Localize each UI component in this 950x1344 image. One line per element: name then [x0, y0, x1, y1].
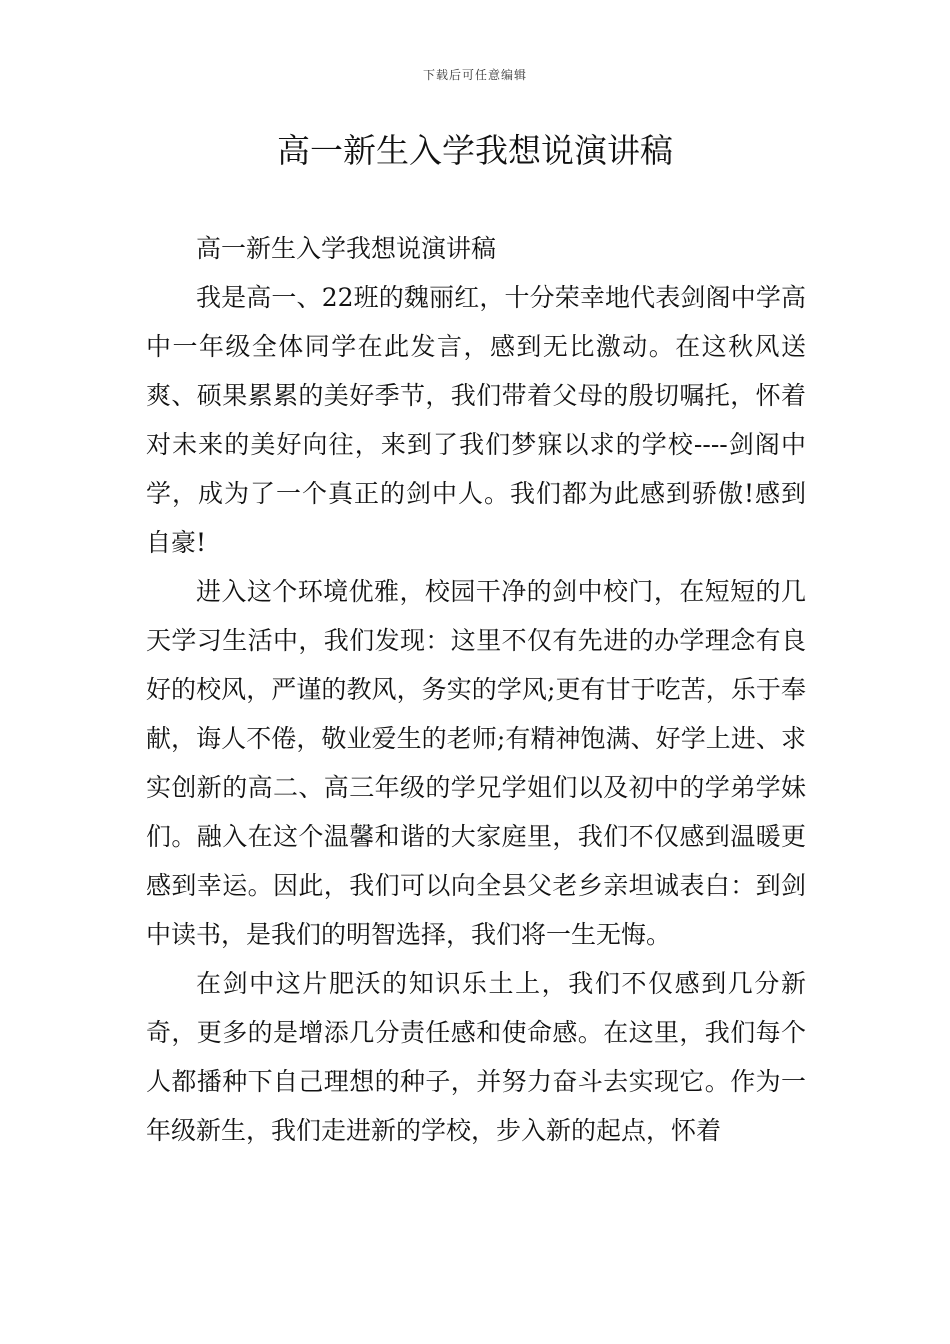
document-title: 高一新生入学我想说演讲稿	[277, 131, 673, 170]
paragraph-2: 进入这个环境优雅，校园干净的剑中校门，在短短的几天学习生活中，我们发现：这里不仅有先进的办学理念有良好的校风，严谨的教风，务实的学风;更有甘于吃苦，乐于奉献，诲人不倦，敬业爱生的老师;有精神饱满、好学上进、求实创新的高二、高三年级的学兄学姐们以及初中的学弟学妹们。融入在这个温馨和谐的大家庭里，我们不仅感到温暖更感到幸运。因此，我们可以向全县父老乡亲坦诚表白：到剑中读书，是我们的明智选择，我们将一生无悔。	[146, 577, 806, 949]
document-body	[146, 224, 806, 1155]
header-note: 下载后可任意编辑	[422, 68, 527, 82]
paragraph-3: 在剑中这片肥沃的知识乐土上，我们不仅感到几分新奇，更多的是增添几分责任感和使命感。在这里，我们每个人都播种下自己理想的种子，并努力奋斗去实现它。作为一年级新生，我们走进新的学校，步入新的起点，怀着	[146, 969, 806, 1145]
paragraph-1: 我是高一、22班的魏丽红，十分荣幸地代表剑阁中学高中一年级全体同学在此发言，感到无比激动。在这秋风送爽、硕果累累的美好季节，我们带着父母的殷切嘱托，怀着对未来的美好向往，来到了我们梦寐以求的学校----剑阁中学，成为了一个真正的剑中人。我们都为此感到骄傲!感到自豪!	[146, 283, 806, 557]
document-subtitle: 高一新生入学我想说演讲稿	[196, 234, 497, 263]
